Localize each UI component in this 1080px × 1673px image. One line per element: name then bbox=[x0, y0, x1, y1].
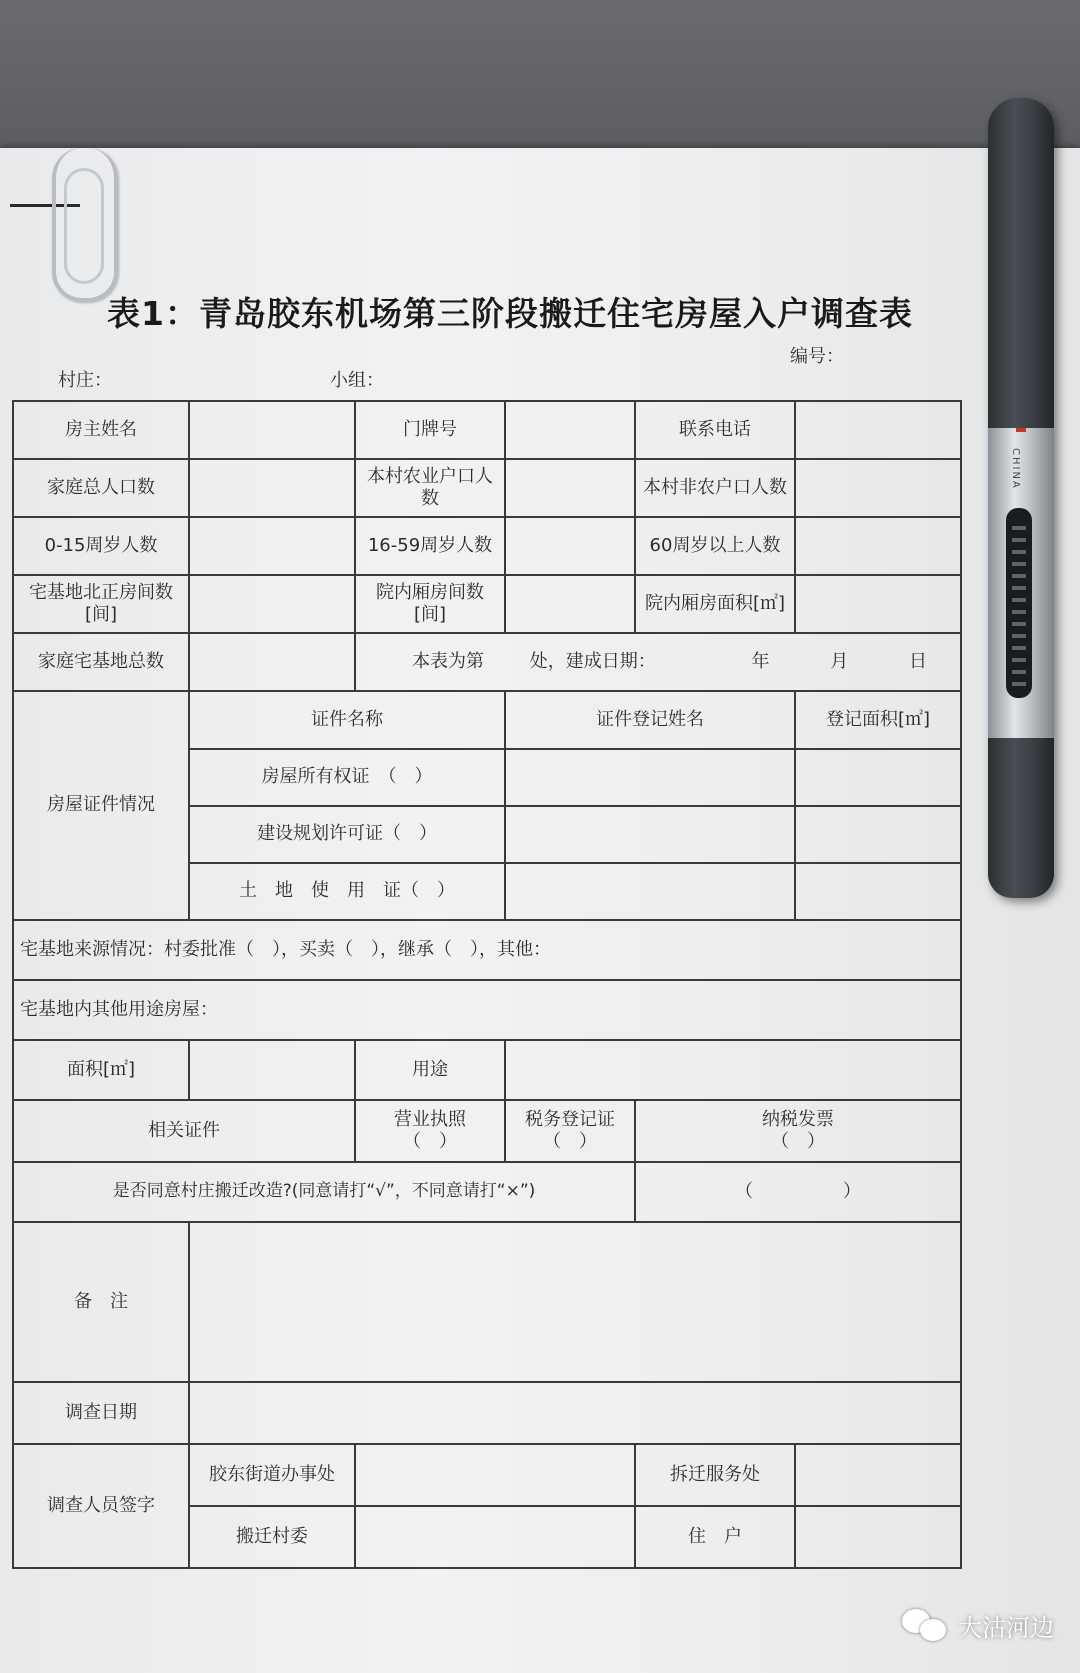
cert-area-field[interactable] bbox=[795, 806, 961, 863]
agri-hukou-field[interactable] bbox=[505, 459, 635, 517]
nonagri-hukou-field[interactable] bbox=[795, 459, 961, 517]
cert-item-planning[interactable]: 建设规划许可证（ ） bbox=[189, 806, 505, 863]
sheet-no-text: 本表为第 bbox=[412, 650, 484, 672]
area-field[interactable] bbox=[189, 1040, 355, 1100]
tax-invoice-cell[interactable] bbox=[635, 1100, 961, 1162]
side-area-label: 院内厢房面积[㎡] bbox=[635, 575, 795, 633]
cert-holder-field[interactable] bbox=[505, 863, 795, 920]
area-label: 面积[㎡] bbox=[13, 1040, 189, 1100]
pen-brand-text: CHINA bbox=[1010, 448, 1021, 490]
homestead-source-row[interactable]: 宅基地来源情况：村委批准（ ），买卖（ ），继承（ ），其他： bbox=[13, 920, 961, 980]
age-0-15-field[interactable] bbox=[189, 517, 355, 575]
tax-invoice-mark: （ ） bbox=[771, 1131, 825, 1152]
chat-bubble-icon bbox=[902, 1609, 948, 1643]
cert-area-field[interactable] bbox=[795, 863, 961, 920]
door-no-field[interactable] bbox=[505, 401, 635, 459]
cert-item-ownership[interactable]: 房屋所有权证 （ ） bbox=[189, 749, 505, 806]
resident-signature[interactable] bbox=[795, 1506, 961, 1568]
age-60-label: 60周岁以上人数 bbox=[635, 517, 795, 575]
desk-background bbox=[0, 0, 1080, 170]
age-16-59-field[interactable] bbox=[505, 517, 635, 575]
homestead-total-label: 家庭宅基地总数 bbox=[13, 633, 189, 691]
consent-mark-field[interactable]: （ ） bbox=[635, 1162, 961, 1222]
remarks-field[interactable] bbox=[189, 1222, 961, 1382]
relocation-office-label: 拆迁服务处 bbox=[635, 1444, 795, 1506]
form-title: 表1：青岛胶东机场第三阶段搬迁住宅房屋入户调查表 bbox=[107, 294, 913, 333]
cert-section-label: 房屋证件情况 bbox=[13, 691, 189, 920]
build-date-row[interactable] bbox=[355, 633, 961, 691]
built-date-text: 处，建成日期： bbox=[529, 650, 656, 672]
family-total-field[interactable] bbox=[189, 459, 355, 517]
business-license-label: 营业执照 bbox=[394, 1108, 466, 1130]
nonagri-hukou-label: 本村非农户口人数 bbox=[635, 459, 795, 517]
paper-clip-inner-icon bbox=[64, 168, 104, 284]
pen-red-mark bbox=[1016, 428, 1026, 432]
phone-field[interactable] bbox=[795, 401, 961, 459]
other-use-row[interactable]: 宅基地内其他用途房屋： bbox=[13, 980, 961, 1040]
resident-label: 住 户 bbox=[635, 1506, 795, 1568]
cert-col-name: 证件名称 bbox=[189, 691, 505, 749]
remarks-label: 备 注 bbox=[13, 1222, 189, 1382]
survey-date-label: 调查日期 bbox=[13, 1382, 189, 1444]
north-rooms-field[interactable] bbox=[189, 575, 355, 633]
homestead-total-field[interactable] bbox=[189, 633, 355, 691]
watermark bbox=[902, 1608, 1054, 1643]
usage-label: 用途 bbox=[355, 1040, 505, 1100]
survey-form-sheet bbox=[0, 148, 1080, 1673]
signature-label: 调查人员签字 bbox=[13, 1444, 189, 1568]
tax-invoice-label: 纳税发票 bbox=[762, 1108, 834, 1130]
tax-reg-mark: （ ） bbox=[543, 1131, 597, 1152]
watermark-text: 大沽河边 bbox=[958, 1614, 1054, 1642]
business-license-cell[interactable] bbox=[355, 1100, 505, 1162]
phone-label: 联系电话 bbox=[635, 401, 795, 459]
consent-question: 是否同意村庄搬迁改造?(同意请打“√”，不同意请打“×”) bbox=[13, 1162, 635, 1222]
pen-icon bbox=[988, 98, 1054, 898]
tax-reg-cell[interactable] bbox=[505, 1100, 635, 1162]
usage-field[interactable] bbox=[505, 1040, 961, 1100]
cert-item-land-use[interactable]: 土 地 使 用 证（ ） bbox=[189, 863, 505, 920]
business-license-mark: （ ） bbox=[403, 1131, 457, 1152]
office-label: 胶东街道办事处 bbox=[189, 1444, 355, 1506]
owner-name-label: 房主姓名 bbox=[13, 401, 189, 459]
survey-date-field[interactable] bbox=[189, 1382, 961, 1444]
tax-reg-label: 税务登记证 bbox=[525, 1108, 615, 1130]
side-area-field[interactable] bbox=[795, 575, 961, 633]
side-rooms-label: 院内厢房间数[间] bbox=[355, 575, 505, 633]
age-16-59-label: 16-59周岁人数 bbox=[355, 517, 505, 575]
year-text: 年 bbox=[751, 650, 770, 672]
door-no-label: 门牌号 bbox=[355, 401, 505, 459]
north-rooms-label: 宅基地北正房间数[间] bbox=[13, 575, 189, 633]
related-cert-label: 相关证件 bbox=[13, 1100, 355, 1162]
family-total-label: 家庭总人口数 bbox=[13, 459, 189, 517]
month-text: 月 bbox=[830, 650, 849, 672]
group-label: 小组： bbox=[330, 370, 384, 391]
agri-hukou-label: 本村农业户口人数 bbox=[355, 459, 505, 517]
survey-table bbox=[12, 400, 962, 1569]
relocation-office-signature[interactable] bbox=[795, 1444, 961, 1506]
day-text: 日 bbox=[908, 650, 927, 672]
age-60-field[interactable] bbox=[795, 517, 961, 575]
village-committee-signature[interactable] bbox=[355, 1506, 635, 1568]
side-rooms-field[interactable] bbox=[505, 575, 635, 633]
cert-col-holder: 证件登记姓名 bbox=[505, 691, 795, 749]
cert-holder-field[interactable] bbox=[505, 806, 795, 863]
serial-label: 编号： bbox=[790, 346, 844, 367]
cert-col-area: 登记面积[㎡] bbox=[795, 691, 961, 749]
cert-holder-field[interactable] bbox=[505, 749, 795, 806]
cert-area-field[interactable] bbox=[795, 749, 961, 806]
owner-name-field[interactable] bbox=[189, 401, 355, 459]
pen-grip bbox=[1006, 508, 1032, 698]
village-label: 村庄： bbox=[58, 370, 112, 391]
age-0-15-label: 0-15周岁人数 bbox=[13, 517, 189, 575]
office-signature-field[interactable] bbox=[355, 1444, 635, 1506]
village-committee-label: 搬迁村委 bbox=[189, 1506, 355, 1568]
